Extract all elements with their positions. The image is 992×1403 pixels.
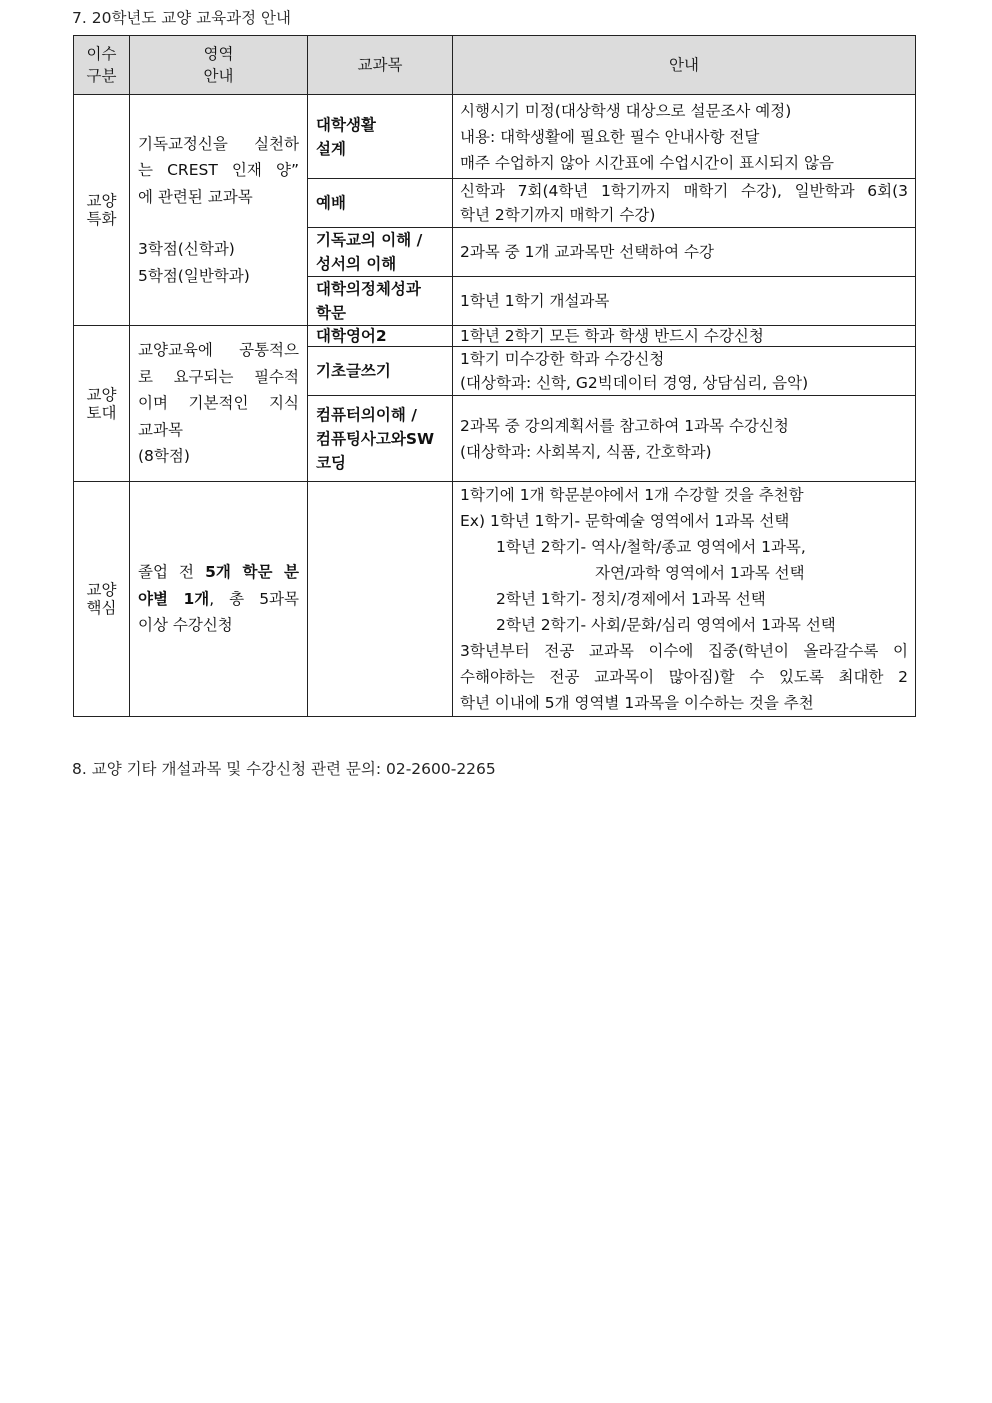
area-foundation: 교양교육에 공통적으 로 요구되는 필수적 이며 기본적인 지식 교과목 (8학점): [130, 326, 308, 482]
section-7-title: 7. 20학년도 교양 교육과정 안내: [72, 9, 291, 27]
category-specialized: 교양 특화: [74, 95, 130, 326]
course-core-empty: [308, 482, 453, 717]
header-category: 이수 구분: [74, 36, 130, 95]
course-computing: 컴퓨터의이해 / 컴퓨팅사고와SW 코딩: [308, 396, 453, 482]
table-row: [74, 482, 916, 717]
course-university-identity: 대학의정체성과 학문: [308, 277, 453, 326]
info-university-identity: 1학년 1학기 개설과목: [453, 277, 916, 326]
course-christianity-bible: 기독교의 이해 / 성서의 이해: [308, 228, 453, 277]
course-college-english: 대학영어2: [308, 326, 453, 347]
table-row: [74, 95, 916, 179]
info-basic-writing: 1학기 미수강한 학과 수강신청 (대상학과: 신학, G2빅데이터 경영, 상담심리, 음악): [453, 347, 916, 396]
section-8-contact: 8. 교양 기타 개설과목 및 수강신청 관련 문의: 02-2600-2265: [72, 760, 496, 778]
category-core: 교양 핵심: [74, 482, 130, 717]
info-christianity-bible: 2과목 중 1개 교과목만 선택하여 수강: [453, 228, 916, 277]
info-college-english: 1학년 2학기 모든 학과 학생 반드시 수강신청: [453, 326, 916, 347]
table-row: [74, 326, 916, 347]
category-foundation: 교양 토대: [74, 326, 130, 482]
area-core: 졸업 전 5개 학문 분 야별 1개, 총 5과목 이상 수강신청: [130, 482, 308, 717]
header-course: 교과목: [308, 36, 453, 95]
header-info: 안내: [453, 36, 916, 95]
header-area: 영역 안내: [130, 36, 308, 95]
course-basic-writing: 기초글쓰기: [308, 347, 453, 396]
info-computing: 2과목 중 강의계획서를 참고하여 1과목 수강신청 (대상학과: 사회복지, 식품, 간호학과): [453, 396, 916, 482]
area-specialized: 기독교정신을 실천하 는 CREST 인재 양” 에 관련된 교과목 3학점(신학과) 5학점(일반학과): [130, 95, 308, 326]
info-worship: 신학과 7회(4학년 1학기까지 매학기 수강), 일반학과 6회(3 학년 2학기까지 매학기 수강): [453, 179, 916, 228]
info-college-life-design: 시행시기 미정(대상학생 대상으로 설문조사 예정) 내용: 대학생활에 필요한 필수 안내사항 전달 매주 수업하지 않아 시간표에 수업시간이 표시되지 않음: [453, 95, 916, 179]
course-worship: 예배: [308, 179, 453, 228]
course-college-life-design: 대학생활 설계: [308, 95, 453, 179]
curriculum-table: [73, 35, 916, 717]
info-core: 1학기에 1개 학문분야에서 1개 수강할 것을 추천함 Ex) 1학년 1학기- 문학예술 영역에서 1과목 선택 1학년 2학기- 역사/철학/종교 영역에서 1과목, 자연/과학 영역에서 1과목 선택 2학년 1학기- 정치/경제에서 1과목 선택 2학년 2학기- 사회/문화/심리 영역에서 1과목 선택 3학년부터 전공 교과목 이수에 집중(학년이 올라갈수록 이 수해야하는 전공 교과목이 많아짐)할 수 있도록 최대한 2 학년 이내에 5개 영역별 1과목을 이수하는 것을 추천: [453, 482, 916, 717]
table-header-row: [74, 36, 916, 95]
